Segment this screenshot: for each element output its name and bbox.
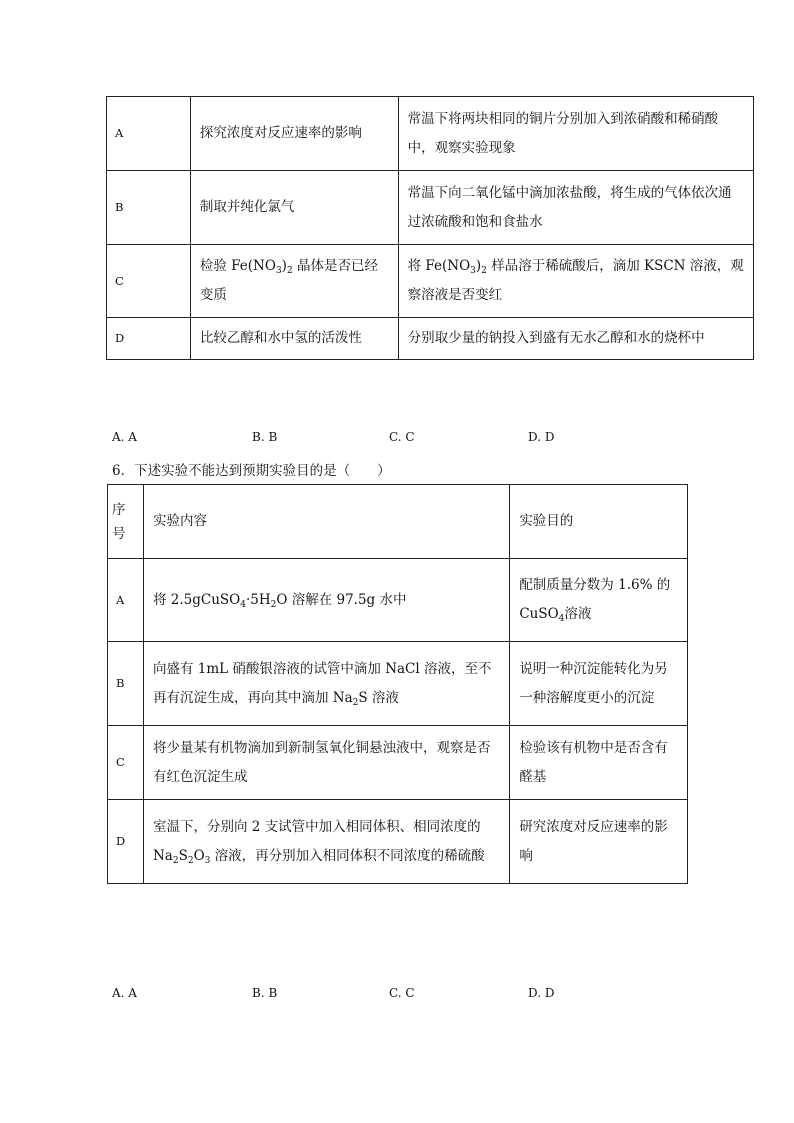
header-content: 实验内容 [143,485,509,559]
row-label: B [108,642,144,726]
table-row [107,318,754,360]
row-label: C [107,245,191,318]
experiment-operation: 分别取少量的钠投入到盛有无水乙醇和水的烧杯中 [398,318,753,360]
experiment-purpose: 探究浓度对反应速率的影响 [190,97,398,171]
question-6-title: 6．下述实验不能达到预期实验目的是（ ） [112,463,391,479]
table-row [108,642,688,726]
table-row [108,800,688,884]
table-row [107,97,754,171]
experiment-content: 室温下，分别向 2 支试管中加入相同体积、相同浓度的 $Na_2S_2O_3$ 溶液，再分别加入相同体积不同浓度的稀硫酸 [143,800,509,884]
row-label: A [107,97,191,171]
experiment-table-2 [107,484,688,884]
experiment-operation: 常温下将两块相同的铜片分别加入到浓硝酸和稀硝酸中，观察实验现象 [398,97,753,171]
table-row [108,726,688,800]
experiment-goal: 配制质量分数为 1.6% 的 CuSO$_4$溶液 [510,559,688,642]
experiment-goal: 说明一种沉淀能转化为另一种溶解度更小的沉淀 [510,642,688,726]
option-c[interactable]: C. C [389,430,415,444]
table-row [107,171,754,245]
option-b[interactable]: B. B [252,430,278,444]
table-row [107,245,754,318]
row-label: D [108,800,144,884]
experiment-goal: 研究浓度对反应速率的影响 [510,800,688,884]
experiment-purpose: 比较乙醇和水中氢的活泼性 [190,318,398,360]
header-goal: 实验目的 [510,485,688,559]
experiment-operation: 常温下向二氧化锰中滴加浓盐酸，将生成的气体依次通过浓硫酸和饱和食盐水 [398,171,753,245]
experiment-purpose: 制取并纯化氯气 [190,171,398,245]
row-label: D [107,318,191,360]
experiment-goal: 检验该有机物中是否含有醛基 [510,726,688,800]
option-b[interactable]: B. B [252,986,278,1000]
experiment-content: 向盛有 1mL 硝酸银溶液的试管中滴加 NaCl 溶液，至不再有沉淀生成，再向其中滴加 $Na_2S$ 溶液 [143,642,509,726]
row-label: C [108,726,144,800]
experiment-content: 将 $2.5gCuSO_4\cdot 5H_2O$ 溶解在 97.5g 水中 [143,559,509,642]
experiment-operation: 将 $Fe(NO_3)_2$ 样品溶于稀硫酸后，滴加 KSCN 溶液，观察溶液是否变红 [398,245,753,318]
table-row [108,559,688,642]
header-num: 序号 [108,485,144,559]
experiment-purpose: 检验 $Fe(NO_3)_2$ 晶体是否已经变质 [190,245,398,318]
experiment-content: 将少量某有机物滴加到新制氢氧化铜悬浊液中，观察是否有红色沉淀生成 [143,726,509,800]
option-d[interactable]: D. D [528,986,555,1000]
experiment-table-1 [106,96,754,360]
row-label: B [107,171,191,245]
option-a[interactable]: A. A [112,430,137,444]
option-d[interactable]: D. D [528,430,555,444]
option-a[interactable]: A. A [112,986,137,1000]
table-header-row [108,485,688,559]
row-label: A [108,559,144,642]
option-c[interactable]: C. C [389,986,415,1000]
